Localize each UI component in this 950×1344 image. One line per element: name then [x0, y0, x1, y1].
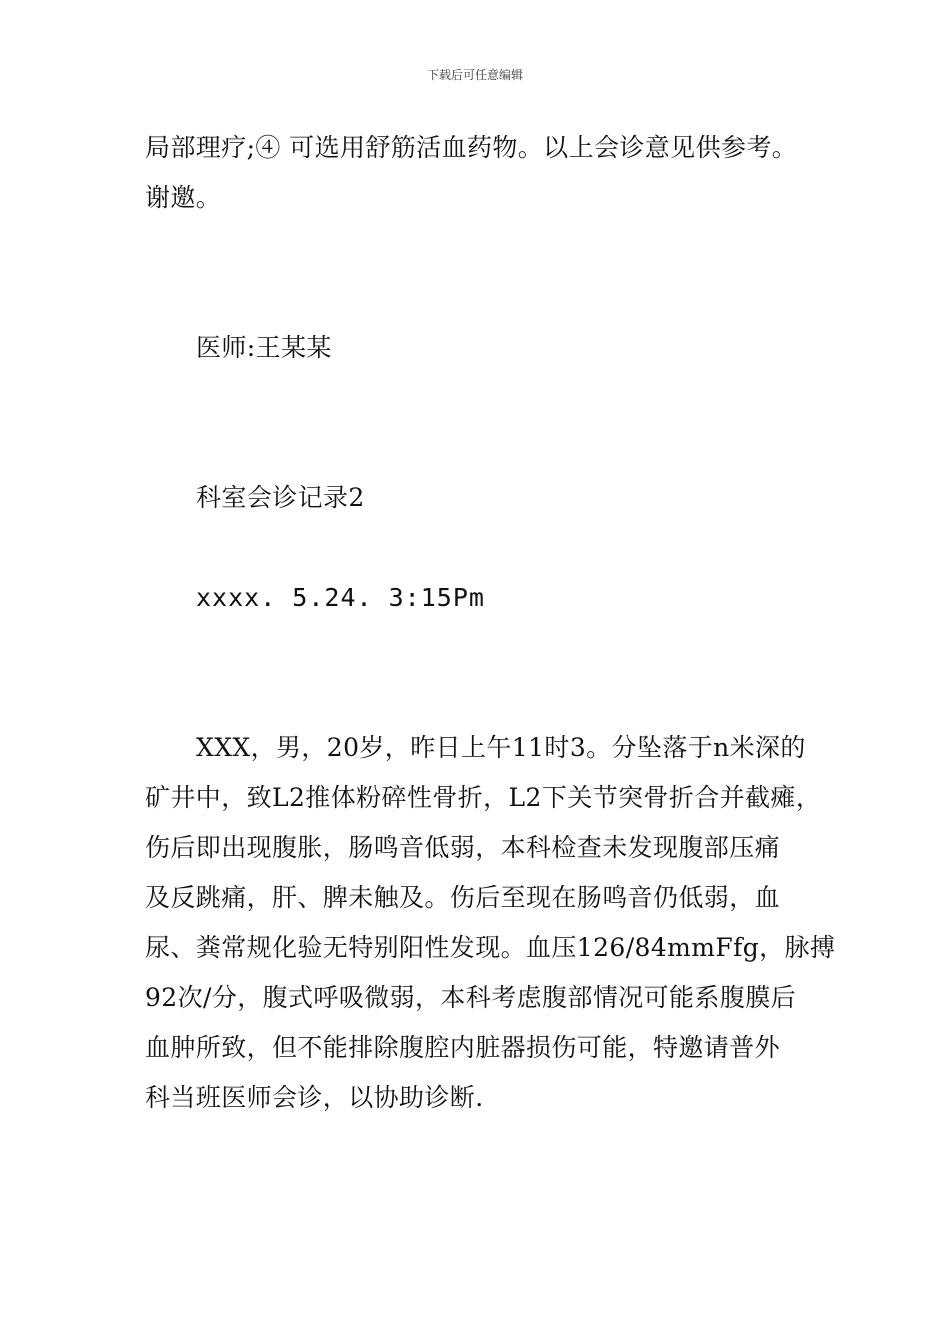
record-datetime: xxxx. 5.24. 3:15Pm — [196, 583, 485, 612]
para2-line-8: 科当班医师会诊，以协助诊断. — [145, 1083, 484, 1112]
para2-line-3: 伤后即出现腹胀，肠鸣音低弱，本科检查未发现腹部压痛 — [145, 833, 781, 862]
header-note: 下载后可任意编辑 — [426, 68, 523, 82]
doctor-signature: 医师:王某某 — [196, 333, 332, 362]
para2-line-2: 矿井中，致L2推体粉碎性骨折，L2下关节突骨折合并截瘫， — [145, 783, 822, 812]
para2-line-1: XXX，男，20岁，昨日上午11时3。分坠落于n米深的 — [196, 733, 806, 762]
para2-line-6: 92次/分，腹式呼吸微弱，本科考虑腹部情况可能系腹膜后 — [145, 983, 797, 1012]
para1-line-2: 谢邀。 — [145, 183, 222, 212]
para2-line-4: 及反跳痛，肝、脾未触及。伤后至现在肠鸣音仍低弱，血 — [145, 883, 781, 912]
para2-line-5: 尿、粪常规化验无特别阳性发现。血压126/84mmFfg，脉搏 — [145, 933, 836, 962]
record-title: 科室会诊记录2 — [196, 483, 365, 512]
para1-line-1: 局部理疗;④ 可选用舒筋活血药物。以上会诊意见供参考。 — [145, 133, 798, 162]
para2-line-7: 血肿所致，但不能排除腹腔内脏器损伤可能，特邀请普外 — [145, 1033, 781, 1062]
